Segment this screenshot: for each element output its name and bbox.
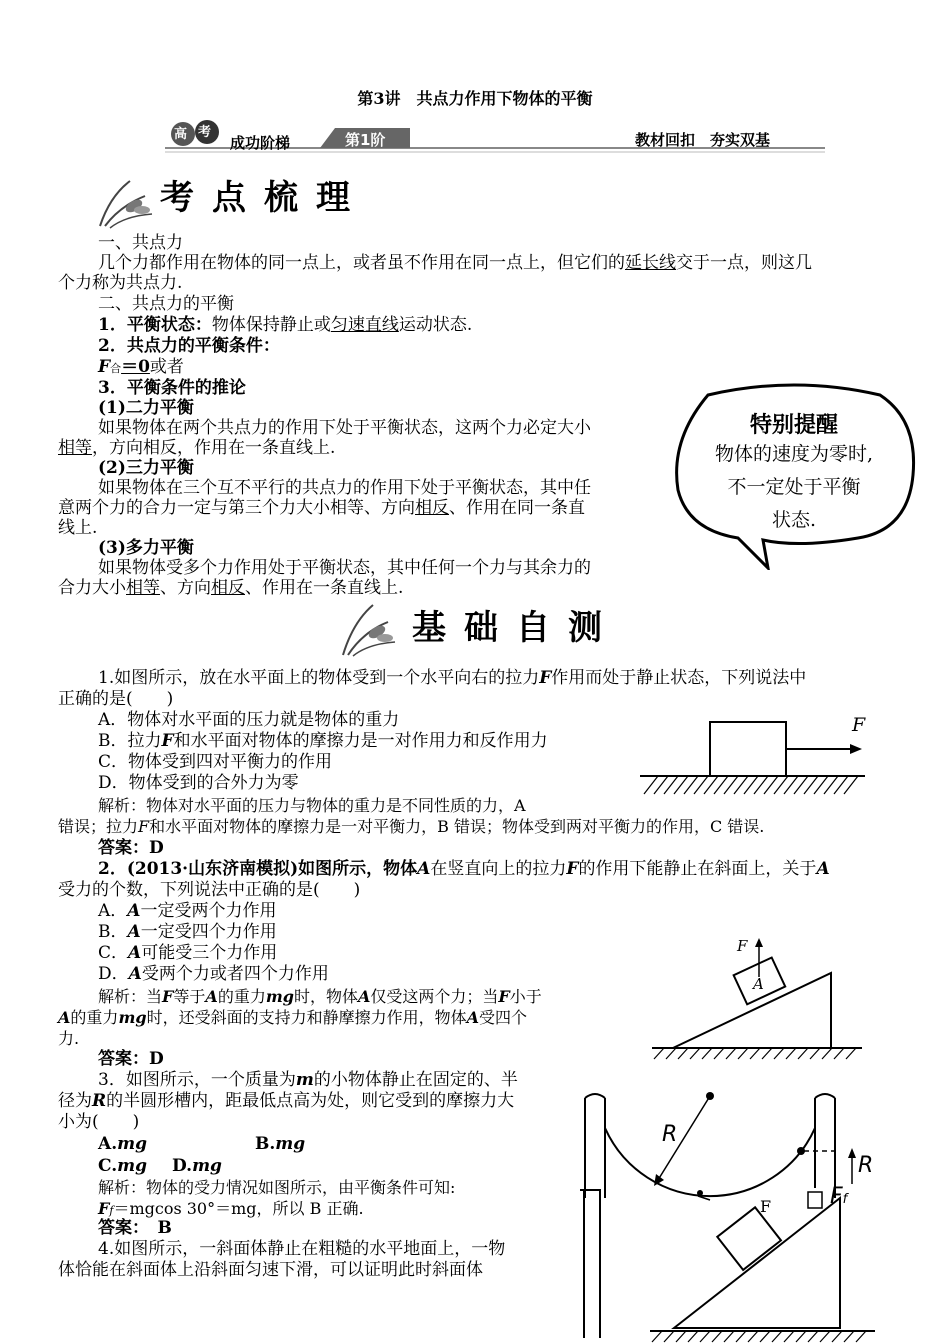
- q2-stem-line2: 受力的个数，下列说法中正确的是( ): [58, 880, 361, 900]
- q3-figure-label-r2: R: [858, 1153, 874, 1178]
- q1-explanation-line2: 错误；拉力F和水平面对物体的摩擦力是一对平衡力，B 错误；物体受到两对平衡力的作用，C 错误.: [58, 817, 765, 836]
- q3-explanation-line1: 解析：物体的受力情况如图所示，由平衡条件可知:: [98, 1178, 456, 1197]
- q1-figure-block-on-floor: [640, 712, 870, 802]
- q1-option-d: D．物体受到的合外力为零: [98, 773, 299, 793]
- motto: 教材回扣 夯实双基: [635, 131, 771, 149]
- balance-condition: 2．共点力的平衡条件：: [98, 336, 280, 356]
- q2-stem-line1: 2．(2013·山东济南模拟)如图所示，物体A在竖直向上的拉力F的作用下能静止在斜面上，关于A: [98, 859, 830, 879]
- stage-label: 第1阶: [345, 131, 386, 149]
- balance-formula: F合＝0或者: [98, 357, 184, 377]
- q4-stem-line1: 4.如图所示，一斜面体静止在粗糙的水平地面上，一物: [98, 1239, 506, 1259]
- q2-figure-label-f: F: [737, 937, 748, 955]
- hint-line-1: 物体的速度为零时,: [714, 443, 874, 465]
- three-force-p3: 线上.: [58, 518, 98, 538]
- q1-option-c: C．物体受到四对平衡力的作用: [98, 752, 333, 772]
- three-force-heading: (2)三力平衡: [98, 458, 194, 478]
- hint-line-2: 不一定处于平衡: [727, 476, 861, 498]
- q1-figure-label-f: F: [852, 714, 866, 736]
- q4-stem-line2: 体恰能在斜面体上沿斜面匀速下滑，可以证明此时斜面体: [58, 1260, 483, 1280]
- q3-explanation-line2: Ff＝mgcos 30°＝mg，所以 B 正确.: [98, 1199, 364, 1218]
- badge-kao: 考: [198, 125, 212, 140]
- q3-stem-line1: 3．如图所示，一个质量为m的小物体静止在固定的、半: [98, 1070, 518, 1090]
- q1-option-a: A．物体对水平面的压力就是物体的重力: [98, 710, 400, 730]
- hint-body: [668, 438, 920, 537]
- orchid-icon: [333, 600, 403, 660]
- balance-inference: 3．平衡条件的推论: [98, 378, 246, 398]
- q3-answer: 答案： B: [98, 1218, 172, 1238]
- q3-figure-label-r: R: [662, 1122, 678, 1147]
- two-force-p1: 如果物体在两个共点力的作用下处于平衡状态，这两个力必定大小: [98, 418, 591, 438]
- multi-force-p1: 如果物体受多个力作用处于平衡状态，其中任何一个力与其余力的: [98, 558, 591, 578]
- q3-figure-groove: [580, 1088, 880, 1344]
- q1-stem-line2: 正确的是( ): [58, 689, 174, 709]
- q2-option-d: D．A受两个力或者四个力作用: [98, 964, 329, 984]
- q3-option-b: B.mg: [255, 1134, 306, 1154]
- q2-explanation-line3: 力.: [58, 1029, 80, 1048]
- q3-stem-line3: 小为( ): [58, 1112, 140, 1132]
- hint-title: 特别提醒: [749, 413, 838, 438]
- q2-option-c: C．A可能受三个力作用: [98, 943, 278, 963]
- q2-explanation-line1: 解析：当F等于A的重力mg时，物体A仅受这两个力；当F小于: [98, 987, 542, 1006]
- three-force-p2: 意两个力的合力一定与第三个力大小相等、方向相反、作用在同一条直: [58, 498, 585, 518]
- hint-line-3: 状态.: [771, 509, 817, 531]
- q1-stem-line1: 1.如图所示，放在水平面上的物体受到一个水平向右的拉力F作用而处于静止状态，下列说法中: [98, 668, 807, 688]
- q2-answer: 答案：D: [98, 1049, 164, 1069]
- multi-force-p2: 合力大小相等、方向相反、作用在一条直线上.: [58, 578, 404, 598]
- heading-pingheng: 二、共点力的平衡: [98, 294, 234, 314]
- multi-force-heading: (3)多力平衡: [98, 538, 194, 558]
- q3-option-c: C.mg: [98, 1156, 148, 1176]
- section-title-kaodian: 考点梳理: [160, 178, 368, 218]
- orchid-icon: [90, 176, 160, 232]
- q2-option-a: A．A一定受两个力作用: [98, 901, 277, 921]
- q1-answer: 答案：D: [98, 838, 164, 858]
- page-title: 第3讲 共点力作用下物体的平衡: [357, 89, 593, 108]
- section-title-jichu: 基础自测: [412, 608, 620, 648]
- two-force-p2: 相等，方向相反，作用在一条直线上.: [58, 438, 336, 458]
- q2-option-b: B．A一定受四个力作用: [98, 922, 277, 942]
- q3-option-a: A.mg: [98, 1134, 147, 1154]
- q3-figure-label-ff: Ff: [830, 1184, 848, 1209]
- q3-stem-line2: 径为R的半圆形槽内，距最低点高为处，则它受到的摩擦力大: [58, 1091, 515, 1111]
- heading-gongdianli: 一、共点力: [98, 233, 183, 253]
- q2-explanation-line2: A的重力mg时，还受斜面的支持力和静摩擦力作用，物体A受四个: [58, 1008, 528, 1027]
- q2-figure-incline: [648, 935, 868, 1060]
- q1-explanation-line1: 解析：物体对水平面的压力与物体的重力是不同性质的力，A: [98, 796, 526, 815]
- badge-gao: 高: [174, 127, 188, 142]
- concept-p1-line2: 个力称为共点力.: [58, 273, 183, 293]
- q2-figure-label-a: A: [753, 975, 764, 993]
- ladder-label: 成功阶梯: [230, 134, 291, 152]
- balance-state: 1．平衡状态：物体保持静止或匀速直线运动状态.: [98, 315, 473, 335]
- q3-figure-label-fragment: F: [760, 1197, 772, 1216]
- stage-banner: [155, 120, 830, 156]
- concept-p1-line1: 几个力都作用在物体的同一点上，或者虽不作用在同一点上，但它们的延长线交于一点，则这几: [98, 253, 812, 273]
- three-force-p1: 如果物体在三个互不平行的共点力的作用下处于平衡状态，其中任: [98, 478, 591, 498]
- two-force-heading: (1)二力平衡: [98, 398, 194, 418]
- q1-option-b: B．拉力F和水平面对物体的摩擦力是一对作用力和反作用力: [98, 731, 548, 751]
- q3-option-d: D.mg: [172, 1156, 222, 1176]
